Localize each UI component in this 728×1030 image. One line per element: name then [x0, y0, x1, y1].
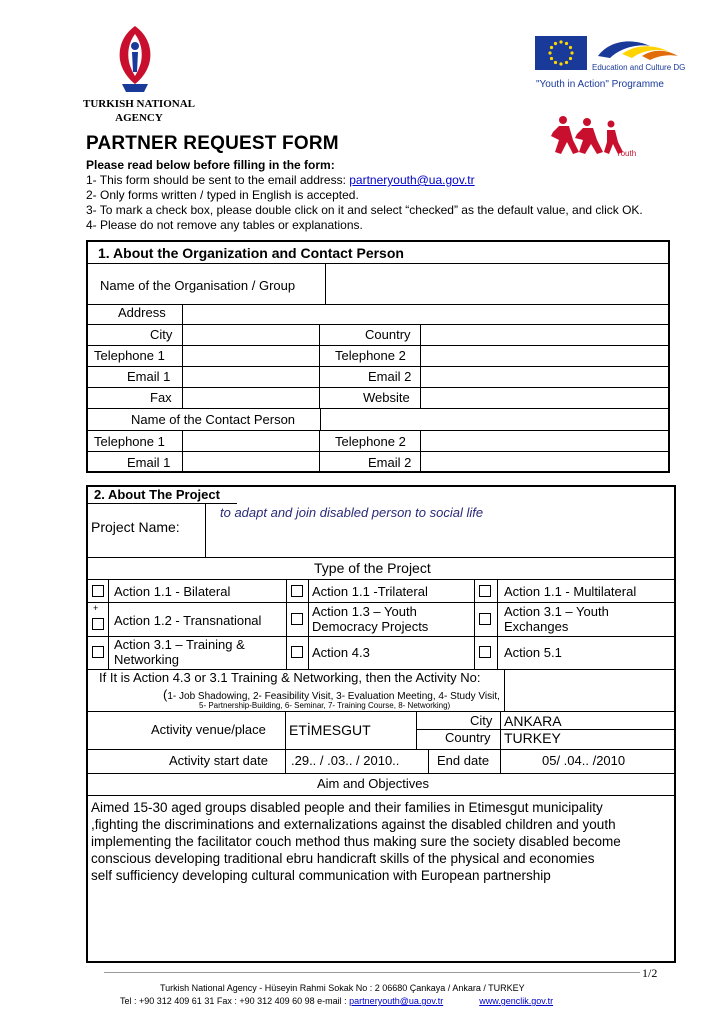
venue-label: Activity venue/place — [151, 722, 266, 737]
action-1-1-multilateral-label: Action 1.1 - Multilateral — [504, 584, 637, 599]
agency-name: TURKISH NATIONAL AGENCY — [83, 98, 195, 124]
city-label: City — [150, 327, 173, 342]
instruction-3: 3- To mark a check box, please double click on it and select “checked” as the default value, and click OK. — [86, 203, 643, 217]
address-label: Address — [118, 305, 166, 320]
action-1-2-transnational-label: Action 1.2 - Transnational — [114, 613, 262, 628]
page-title: PARTNER REQUEST FORM — [86, 133, 339, 154]
action-4-3-checkbox[interactable] — [291, 646, 303, 658]
action-3-1-youth-exchanges-checkbox[interactable] — [479, 613, 491, 625]
action-3-1-training-label-line1: Action 3.1 – Training & — [114, 637, 245, 652]
contact-person-field[interactable] — [320, 408, 669, 430]
aim-line: self sufficiency developing cultural communication with European partnership — [91, 868, 551, 883]
project-name-label: Project Name: — [91, 519, 180, 535]
section2-heading: 2. About The Project — [94, 487, 220, 502]
action-1-1-multilateral-checkbox[interactable] — [479, 585, 491, 597]
address-field[interactable] — [182, 304, 669, 324]
instruction-4: 4- Please do not remove any tables or explanations. — [86, 218, 363, 232]
checked-mark: + — [93, 603, 99, 613]
instructions-heading: Please read below before filling in the form: — [86, 158, 335, 172]
email2-label: Email 2 — [368, 369, 412, 384]
action-3-1-exchanges-label-line1: Action 3.1 – Youth — [504, 604, 609, 619]
aim-heading: Aim and Objectives — [317, 776, 429, 791]
org-name-field[interactable] — [325, 264, 669, 304]
end-date-label: End date — [437, 753, 490, 768]
action-3-1-exchanges-label-line2: Exchanges — [504, 619, 569, 634]
action-1-1-bilateral-label: Action 1.1 - Bilateral — [114, 584, 231, 599]
youth-in-action-text: "Youth in Action" Programme — [536, 79, 664, 90]
website-label: Website — [363, 390, 410, 405]
youth-logo-text: Youth — [616, 149, 637, 158]
country-label-2: Country — [445, 730, 491, 745]
action-1-1-trilateral-label: Action 1.1 -Trilateral — [312, 584, 428, 599]
country-value[interactable]: TURKEY — [504, 730, 561, 746]
city-field[interactable] — [182, 324, 320, 345]
telephone2-label: Telephone 2 — [335, 348, 406, 363]
contact-email2-field[interactable] — [420, 451, 669, 472]
aim-line: implementing the facilitator couch method thus making sure the society disabled become — [91, 834, 621, 849]
email-link[interactable]: partneryouth@ua.gov.tr — [349, 173, 475, 187]
contact-email1-label: Email 1 — [127, 455, 171, 470]
contact-telephone2-field[interactable] — [420, 430, 669, 451]
activity-no-label: If It is Action 4.3 or 3.1 Training & Networking, then the Activity No: — [99, 670, 481, 685]
venue-value[interactable]: ETİMESGUT — [289, 722, 371, 738]
eu-flag-icon — [535, 36, 587, 70]
footer-address: Turkish National Agency - Hüseyin Rahmi Sokak No : 2 06680 Çankaya / Ankara / TURKEY — [160, 983, 525, 993]
city-label-2: City — [470, 713, 493, 728]
education-culture-text: Education and Culture DG — [592, 63, 686, 72]
activity-no-hint1: (1- Job Shadowing, 2- Feasibility Visit, 3- Evaluation Meeting, 4- Study Visit, — [163, 687, 500, 702]
aim-line: Aimed 15-30 aged groups disabled people and their families in Etimesgut municipality — [91, 800, 603, 815]
fax-label: Fax — [150, 390, 172, 405]
page-number: 1/2 — [642, 966, 658, 980]
turkish-national-agency-logo — [110, 24, 160, 94]
instruction-2: 2- Only forms written / typed in English is accepted. — [86, 188, 359, 202]
project-name-value[interactable]: to adapt and join disabled person to social life — [220, 505, 484, 520]
aim-line: ,fighting the discriminations and externalizations against the disabled children and youth — [91, 817, 616, 832]
fax-field[interactable] — [182, 387, 320, 408]
contact-telephone1-label: Telephone 1 — [94, 434, 165, 449]
telephone1-label: Telephone 1 — [94, 348, 165, 363]
action-4-3-label: Action 4.3 — [312, 645, 370, 660]
contact-telephone2-label: Telephone 2 — [335, 434, 406, 449]
action-5-1-checkbox[interactable] — [479, 646, 491, 658]
instructions — [86, 158, 643, 233]
action-3-1-training-checkbox[interactable] — [92, 646, 104, 658]
footer-divider — [104, 972, 640, 973]
contact-email1-field[interactable] — [182, 451, 320, 472]
email1-label: Email 1 — [127, 369, 171, 384]
section1-heading: 1. About the Organization and Contact Person — [98, 245, 404, 261]
end-date-value[interactable]: 05/ .04.. /2010 — [542, 753, 626, 768]
telephone1-field[interactable] — [182, 345, 320, 366]
contact-telephone1-field[interactable] — [182, 430, 320, 451]
contact-person-label: Name of the Contact Person — [131, 412, 296, 427]
country-label: Country — [365, 327, 411, 342]
action-1-1-bilateral-checkbox[interactable] — [92, 585, 104, 597]
action-1-3-checkbox[interactable] — [291, 613, 303, 625]
aim-text[interactable] — [91, 799, 621, 884]
action-1-3-label-line2: Democracy Projects — [312, 619, 429, 634]
footer-website-link[interactable]: www.genclik.gov.tr — [479, 996, 554, 1006]
action-1-1-trilateral-checkbox[interactable] — [291, 585, 303, 597]
telephone2-field[interactable] — [420, 345, 669, 366]
action-3-1-training-label-line2: Networking — [114, 652, 180, 667]
instruction-1: 1- This form should be sent to the email address: partneryouth@ua.gov.tr — [86, 173, 475, 187]
city-value[interactable]: ANKARA — [504, 713, 562, 729]
website-field[interactable] — [420, 387, 669, 408]
activity-no-hint2: 5- Partnership-Building, 6- Seminar, 7- Training Course, 8- Networking) — [199, 701, 451, 710]
action-5-1-label: Action 5.1 — [504, 645, 562, 660]
aim-line: conscious developing traditional ebru handicraft skills of the physical and economies — [91, 851, 595, 866]
contact-email2-label: Email 2 — [368, 455, 412, 470]
activity-no-field[interactable] — [504, 669, 675, 711]
email2-field[interactable] — [420, 366, 669, 387]
country-field[interactable] — [420, 324, 669, 345]
org-name-label: Name of the Organisation / Group — [100, 278, 296, 293]
start-date-value[interactable]: .29.. / .03.. / 2010.. — [291, 753, 400, 768]
start-date-label: Activity start date — [169, 753, 268, 768]
email1-field[interactable] — [182, 366, 320, 387]
action-1-2-transnational-checkbox[interactable] — [92, 618, 104, 630]
action-1-3-label-line1: Action 1.3 – Youth — [312, 604, 417, 619]
footer-email-link[interactable]: partneryouth@ua.gov.tr — [349, 996, 444, 1006]
type-heading: Type of the Project — [314, 560, 431, 576]
footer-contact: Tel : +90 312 409 61 31 Fax : +90 312 409 60 98 e-mail : partneryouth@ua.gov.tr www.genclik.gov.tr — [120, 996, 554, 1006]
